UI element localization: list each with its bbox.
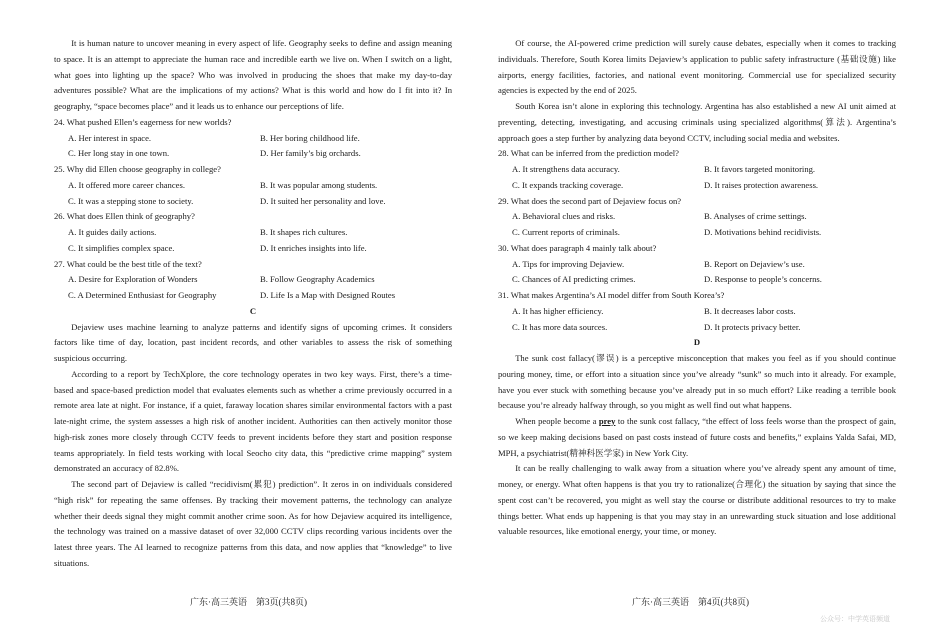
option-a: A. Desire for Exploration of Wonders [68, 274, 198, 285]
option-d: D. Motivations behind recidivists. [704, 227, 822, 237]
footer-page-3: 广东·高三英语 第3页(共8页) [190, 597, 307, 607]
option-c: C. It was a stepping stone to society. [68, 195, 194, 206]
question-stem: 27. What could be the best title of the text? [54, 258, 202, 269]
question-stem: 31. What makes Argentina’s AI model differ from South Korea’s? [498, 290, 725, 300]
option-a: A. Her interest in space. [68, 132, 152, 143]
option-c: C. Her long stay in one town. [68, 148, 170, 159]
underlined-vocab-word: prey [598, 416, 616, 426]
option-d: D. Response to people’s concerns. [704, 274, 822, 285]
option-a: A. It strengthens data accuracy. [512, 164, 620, 174]
paragraph-text-start: When people become a [515, 416, 599, 426]
option-b: B. Follow Geography Academics [260, 274, 375, 285]
option-c: C. It has more data sources. [512, 321, 608, 332]
question-stem: 25. Why did Ellen choose geography in college? [54, 164, 221, 174]
option-b: B. It decreases labor costs. [704, 305, 796, 316]
option-c: C. A Determined Enthusiast for Geography [68, 290, 217, 300]
option-b: B. It was popular among students. [260, 179, 378, 190]
option-b: B. It favors targeted monitoring. [704, 164, 816, 174]
question-29 [498, 194, 896, 241]
paragraph-text-end: to the sunk cost fallacy, “the effect of loss feels worse than the prospect of gain, so we keep making decisions based on past costs instead of future costs and benefits,” explains Yalda Safai, MD, MPH, a psychiatrist(精神科医学家) in New York City. [498, 416, 896, 458]
watermark: 公众号：中学英语频道 [820, 615, 890, 623]
footer-page-4: 广东·高三英语 第4页(共8页) [632, 597, 749, 607]
option-d: D. Her family’s big orchards. [260, 148, 361, 159]
option-c: C. It simplifies complex space. [68, 242, 175, 253]
option-a: A. It guides daily actions. [68, 227, 157, 237]
section-c-heading: C [249, 305, 257, 316]
right-column [498, 36, 896, 540]
option-b: B. Report on Dejaview’s use. [704, 258, 805, 269]
passage-c-paragraph-2: According to a report by TechXplore, the core technology operates in two key ways. First, there’s a time-based and space-based prediction model that evaluates elements such as whether a crime previously occurred in a remote area late at night. For instance, if a quiet, faraway location shares similar environmental factors with a past late-night crime, the system assesses a high risk of another incident. Authorities can then actively monitor those high-risk zones more closely through CCTV feeds to prevent incidents before they start and position response teams appropriately. In field tests working with local Seocho city data, this “predictive crime mapping” system demonstrated an accuracy of 82.8%. [54, 368, 452, 474]
passage-d-paragraph-3: It can be really challenging to walk away from a situation where you’ve already spent any amount of time, money, or energy. What often happens is that you try to rationalize(合理化) the situation by saying that since the spent cost can’t be recovered, you might as well stay the course or distribute additional resources to try to make things better. What ends up happening is that you may stay in an unrewarding stuck situation and lose additional valuable resources, like emotional energy, your time, or money. [498, 463, 896, 537]
option-c: C. It expands tracking coverage. [512, 179, 624, 190]
question-stem: 30. What does paragraph 4 mainly talk about? [498, 242, 657, 253]
option-c: C. Current reports of criminals. [512, 227, 620, 237]
option-c: C. Chances of AI predicting crimes. [512, 274, 636, 285]
option-a: A. It has higher efficiency. [512, 305, 604, 316]
passage-c-paragraph-1: Dejaview uses machine learning to analyze patterns and identify signs of upcoming crimes. It considers factors like time of day, location, past incident records, and other variables to assess the risk of something suspicious occurring. [54, 321, 452, 363]
section-d-heading: D [693, 337, 701, 348]
option-a: A. Behavioral clues and risks. [512, 211, 616, 222]
option-d: D. It suited her personality and love. [260, 195, 386, 206]
option-d: D. It protects privacy better. [704, 321, 801, 332]
question-30 [498, 241, 896, 288]
option-a: A. Tips for improving Dejaview. [512, 258, 625, 269]
option-b: B. It shapes rich cultures. [260, 227, 348, 237]
question-24 [54, 115, 452, 162]
passage-c-paragraph-5: South Korea isn’t alone in exploring this technology. Argentina has also established a new AI unit aimed at preventing, detecting, investigating, and accusing criminals using specialized algorithms(算法). Argentina’s approach goes a step further by analyzing data beyond CCTV, including social media and websites. [498, 101, 896, 143]
passage-d-paragraph-1: The sunk cost fallacy(谬误) is a perceptive misconception that makes you feel as if you should continue pouring money, time, or effort into a situation since you’ve already “sunk” so much into it already. For example, have you ever stuck with something because you’ve already put in so much effort? Like reading a terrible book because you’re already halfway through, so you might as well find out what happens. [498, 353, 896, 411]
option-d: D. It enriches insights into life. [260, 242, 367, 253]
passage-c-paragraph-3: The second part of Dejaview is called “recidivism(累犯) prediction”. It zeros in on individuals considered “high risk” for repeating the same offenses. By tracking their movement patterns, the technology can analyze whether their deeds signal they might commit another crime soon. As for how Dejaview acquired its intelligence, the technology was trained on a massive dataset of over 32,000 CCTV clips recording various incidents over the latest three years. The AI learned to recognize patterns from this data, and now applies that “knowledge” to live situations. [54, 479, 452, 568]
question-stem: 28. What can be inferred from the prediction model? [498, 148, 679, 159]
option-d: D. Life Is a Map with Designed Routes [260, 290, 396, 300]
passage-d-paragraph-2 [498, 414, 896, 461]
question-28 [498, 146, 896, 193]
question-stem: 24. What pushed Ellen’s eagerness for new worlds? [54, 116, 232, 127]
passage-b-last-paragraph: It is human nature to uncover meaning in every aspect of life. Geography seeks to define and assign meaning to space. It is an attempt to appreciate the human race and incredible earth we live on. When I switch on a light, what goes into lighting up the space? Who was involved in producing the shoes that make my day-to-day adventures possible? What are the implications of my actions? What is this world and how do I fit into it? In geography, “space becomes place” and it leads us to enhance our perceptions of life. [54, 38, 452, 111]
left-column [54, 36, 452, 572]
question-stem: 26. What does Ellen think of geography? [54, 211, 195, 222]
passage-c-paragraph-4: Of course, the AI-powered crime prediction will surely cause debates, especially when it comes to tracking individuals. Therefore, South Korea limits Dejaview’s application to public safety infrastructure (基础设施) like airports, energy facilities, factories, and national event monitoring. Commercial use for specialized security agencies is expected by the end of 2025. [498, 38, 896, 96]
option-a: A. It offered more career chances. [68, 179, 185, 190]
question-25 [54, 162, 452, 209]
question-stem: 29. What does the second part of Dejaview focus on? [498, 195, 682, 206]
option-b: B. Analyses of crime settings. [704, 211, 807, 222]
option-b: B. Her boring childhood life. [260, 132, 360, 143]
question-27 [54, 257, 452, 304]
question-26 [54, 209, 452, 256]
question-31 [498, 288, 896, 335]
option-d: D. It raises protection awareness. [704, 179, 819, 190]
